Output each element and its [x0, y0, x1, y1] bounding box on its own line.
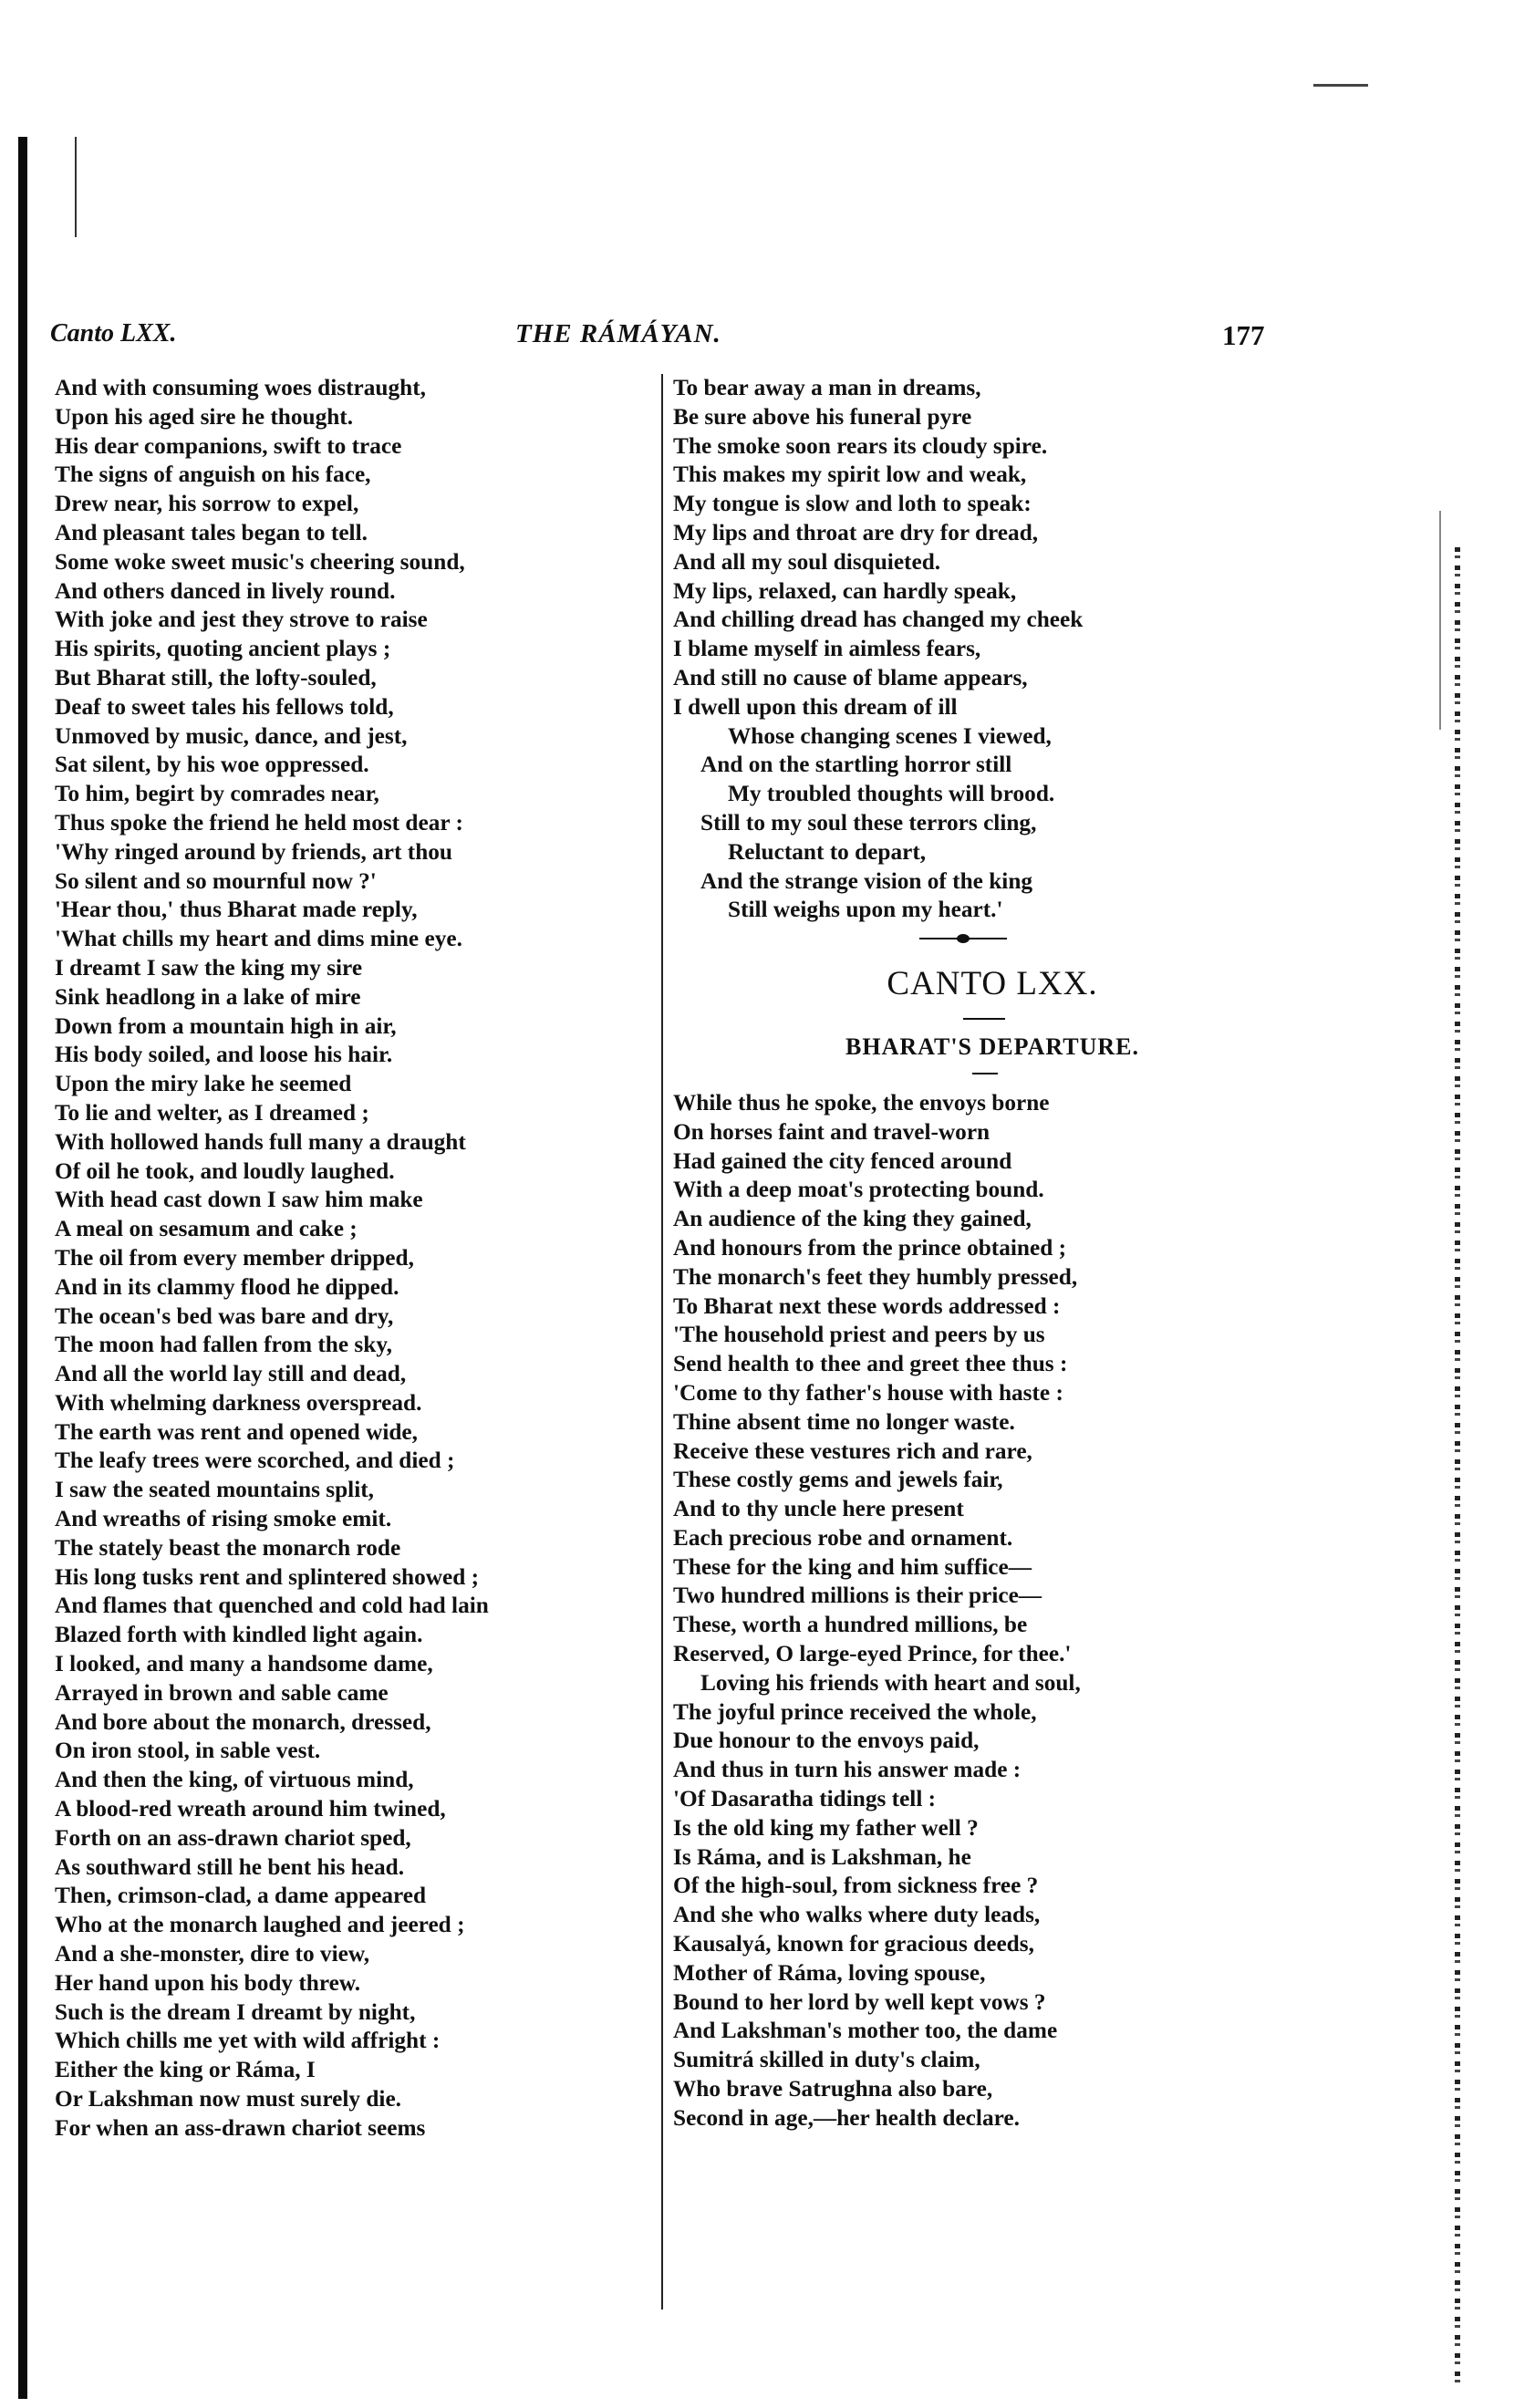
verse-line: Is the old king my father well ? [673, 1814, 979, 1841]
verse-line: Her hand upon his body threw. [55, 1969, 361, 1996]
verse-line: Send health to thee and greet thee thus : [673, 1351, 1068, 1377]
verse-line: Each precious robe and ornament. [673, 1524, 1013, 1551]
verse-line: And flames that quenched and cold had lain [55, 1593, 489, 1619]
verse-line: And chilling dread has changed my cheek [673, 607, 1084, 633]
header-title: THE RÁMÁYAN. [515, 319, 721, 348]
verse-line: And others danced in lively round. [55, 577, 396, 604]
verse-line: With a deep moat's protecting bound. [673, 1177, 1044, 1203]
verse-line: Reluctant to depart, [728, 838, 927, 865]
left-column [55, 374, 648, 2143]
verse-line: Sumitrá skilled in duty's claim, [673, 2047, 980, 2073]
verse-line: Drew near, his sorrow to expel, [55, 491, 359, 517]
verse-line: 'What chills my heart and dims mine eye. [55, 926, 462, 952]
verse-line: 'Come to thy father's house with haste : [673, 1379, 1063, 1406]
header-canto: Canto LXX. [50, 319, 177, 348]
verse-line: Upon the miry lake he seemed [55, 1071, 352, 1097]
verse-line: And a she-monster, dire to view, [55, 1941, 370, 1967]
verse-line: An audience of the king they gained, [673, 1206, 1032, 1232]
verse-line: And with consuming woes distraught, [55, 375, 426, 400]
verse-line: Forth on an ass-drawn chariot sped, [55, 1824, 411, 1851]
canto-title: CANTO LXX. [887, 964, 1098, 1002]
verse-line: Still weighs upon my heart.' [728, 897, 1003, 923]
verse-line: To him, begirt by comrades near, [55, 781, 379, 807]
page-number: 177 [1222, 319, 1265, 351]
verse-line: With whelming darkness overspread. [55, 1389, 422, 1416]
verse-line: A blood-red wreath around him twined, [55, 1796, 446, 1822]
verse-line: His long tusks rent and splintered showed ; [55, 1563, 480, 1590]
verse-line: My lips, relaxed, can hardly speak, [673, 577, 1017, 604]
verse-line: His dear companions, swift to trace [55, 432, 402, 459]
verse-line: And the strange vision of the king [700, 867, 1033, 894]
verse-line: And to thy uncle here present [673, 1496, 964, 1522]
verse-line: His spirits, quoting ancient plays ; [55, 636, 391, 662]
subtitle-rule [673, 1065, 1312, 1089]
verse-line: Sat silent, by his woe oppressed. [55, 752, 369, 778]
verse-line: And thus in turn his answer made : [673, 1757, 1022, 1783]
verse-line: Second in age,—her health declare. [673, 2104, 1020, 2131]
verse-line: And all the world lay still and dead, [55, 1361, 407, 1387]
verse-line: The joyful prince received the whole, [673, 1698, 1037, 1725]
verse-line: His body soiled, and loose his hair. [55, 1042, 393, 1068]
verse-line: And honours from the prince obtained ; [673, 1234, 1067, 1261]
section-ornament [673, 925, 1312, 954]
verse-line: My lips and throat are dry for dread, [673, 519, 1039, 545]
title-rule [673, 1014, 1312, 1029]
verse-line: This makes my spirit low and weak, [673, 462, 1027, 488]
verse-line: And still no cause of blame appears, [673, 664, 1028, 690]
verse-line: And wreaths of rising smoke emit. [55, 1506, 392, 1532]
verse-line: While thus he spoke, the envoys borne [673, 1089, 1050, 1116]
scan-speck [1313, 84, 1368, 87]
verse-line: I dreamt I saw the king my sire [55, 954, 363, 981]
verse-line: The signs of anguish on his face, [55, 462, 371, 488]
verse-line: Had gained the city fenced around [673, 1147, 1012, 1174]
verse-line: Still to my soul these terrors cling, [700, 809, 1037, 836]
verse-line: Thine absent time no longer waste. [673, 1408, 1015, 1435]
verse-line: Thus spoke the friend he held most dear : [55, 809, 463, 836]
verse-line: Due honour to the envoys paid, [673, 1728, 980, 1754]
verse-line: But Bharat still, the lofty-souled, [55, 664, 377, 690]
verse-line: Deaf to sweet tales his fellows told, [55, 693, 394, 720]
verse-line: The smoke soon rears its cloudy spire. [673, 432, 1048, 459]
verse-line: A meal on sesamum and cake ; [55, 1216, 358, 1242]
verse-line: For when an ass-drawn chariot seems [55, 2114, 426, 2141]
verse-line: And bore about the monarch, dressed, [55, 1708, 431, 1735]
verse-line: Kausalyá, known for gracious deeds, [673, 1931, 1034, 1957]
verse-line: The monarch's feet they humbly pressed, [673, 1263, 1078, 1290]
verse-line: Who at the monarch laughed and jeered ; [55, 1912, 465, 1938]
verse-line: Some woke sweet music's cheering sound, [55, 548, 465, 575]
verse-line: Who brave Satrughna also bare, [673, 2076, 993, 2102]
verse-line: The ocean's bed was bare and dry, [55, 1303, 394, 1329]
verse-line: The leafy trees were scorched, and died ; [55, 1448, 455, 1474]
verse-line: Whose changing scenes I viewed, [728, 722, 1052, 749]
verse-line: Either the king or Ráma, I [55, 2057, 316, 2083]
verse-line: On iron stool, in sable vest. [55, 1738, 321, 1764]
binding-edge [18, 137, 27, 2399]
verse-line: Arrayed in brown and sable came [55, 1679, 389, 1706]
verse-line: Loving his friends with heart and soul, [700, 1669, 1081, 1696]
verse-line: Be sure above his funeral pyre [673, 403, 972, 430]
verse-line: Down from a mountain high in air, [55, 1012, 397, 1039]
verse-line: Which chills me yet with wild affright : [55, 2028, 441, 2054]
verse-line: As southward still he bent his head. [55, 1853, 405, 1880]
verse-line: Such is the dream I dreamt by night, [55, 1998, 416, 2025]
verse-line: Upon his aged sire he thought. [55, 403, 354, 430]
verse-line: With joke and jest they strove to raise [55, 607, 428, 633]
verse-line: I blame myself in aimless fears, [673, 636, 981, 662]
verse-line: These for the king and him suffice— [673, 1553, 1032, 1580]
verse-line: Sink headlong in a lake of mire [55, 983, 361, 1010]
right-column-verse-top [673, 374, 1312, 722]
verse-line: So silent and so mournful now ?' [55, 867, 377, 894]
verse-line: 'The household priest and peers by us [673, 1322, 1045, 1348]
verse-line: The stately beast the monarch rode [55, 1534, 401, 1561]
running-head [50, 319, 1263, 356]
verse-line: These costly gems and jewels fair, [673, 1467, 1003, 1493]
page-edge-shadow [1455, 547, 1460, 2390]
verse-line: To bear away a man in dreams, [673, 375, 981, 400]
verse-line: I saw the seated mountains split, [55, 1477, 374, 1503]
verse-line: On horses faint and travel-worn [673, 1118, 990, 1145]
page-edge-line [1439, 511, 1441, 730]
verse-line: The earth was rent and opened wide, [55, 1418, 418, 1445]
verse-line: 'Why ringed around by friends, art thou [55, 838, 452, 865]
verse-line: And all my soul disquieted. [673, 548, 941, 575]
verse-line: Then, crimson-clad, a dame appeared [55, 1883, 427, 1909]
right-column [673, 374, 1312, 2133]
verse-line: Reserved, O large-eyed Prince, for thee.' [673, 1641, 1072, 1667]
verse-line: I dwell upon this dream of ill [673, 693, 958, 720]
verse-line: The moon had fallen from the sky, [55, 1332, 392, 1358]
verse-line: 'Hear thou,' thus Bharat made reply, [55, 897, 418, 923]
verse-line: Receive these vestures rich and rare, [673, 1438, 1032, 1464]
verse-line: My troubled thoughts will brood. [728, 781, 1055, 807]
verse-line: Of the high-soul, from sickness free ? [673, 1873, 1039, 1899]
verse-line: Of oil he took, and loudly laughed. [55, 1157, 395, 1184]
verse-line: And then the king, of virtuous mind, [55, 1767, 414, 1793]
verse-line: With hollowed hands full many a draught [55, 1128, 466, 1155]
verse-line: My tongue is slow and loth to speak: [673, 491, 1032, 517]
verse-line: Is Ráma, and is Lakshman, he [673, 1843, 971, 1870]
verse-line: Two hundred millions is their price— [673, 1583, 1042, 1609]
verse-line: Blazed forth with kindled light again. [55, 1622, 423, 1648]
verse-line: And Lakshman's mother too, the dame [673, 2018, 1058, 2044]
canto-subtitle: BHARAT'S DEPARTURE. [845, 1033, 1139, 1060]
column-divider [661, 374, 663, 2309]
verse-line: Mother of Ráma, loving spouse, [673, 1959, 986, 1986]
verse-line: To lie and welter, as I dreamed ; [55, 1099, 369, 1126]
right-column-verse-indented [673, 722, 1312, 926]
binding-mark [75, 137, 77, 237]
verse-line: The oil from every member dripped, [55, 1244, 414, 1271]
verse-line: And on the startling horror still [700, 752, 1012, 778]
verse-line: And she who walks where duty leads, [673, 1902, 1041, 1928]
verse-line: And pleasant tales began to tell. [55, 519, 368, 545]
verse-line: And in its clammy flood he dipped. [55, 1273, 399, 1300]
verse-line: To Bharat next these words addressed : [673, 1292, 1061, 1319]
verse-line: Bound to her lord by well kept vows ? [673, 1988, 1046, 2015]
verse-line: These, worth a hundred millions, be [673, 1612, 1028, 1638]
verse-line: 'Of Dasaratha tidings tell : [673, 1786, 937, 1812]
right-column-verse-bottom [673, 1089, 1312, 2133]
verse-line: I looked, and many a handsome dame, [55, 1651, 433, 1677]
verse-line: With head cast down I saw him make [55, 1187, 423, 1213]
verse-line: Unmoved by music, dance, and jest, [55, 722, 408, 749]
verse-line: Or Lakshman now must surely die. [55, 2086, 401, 2112]
